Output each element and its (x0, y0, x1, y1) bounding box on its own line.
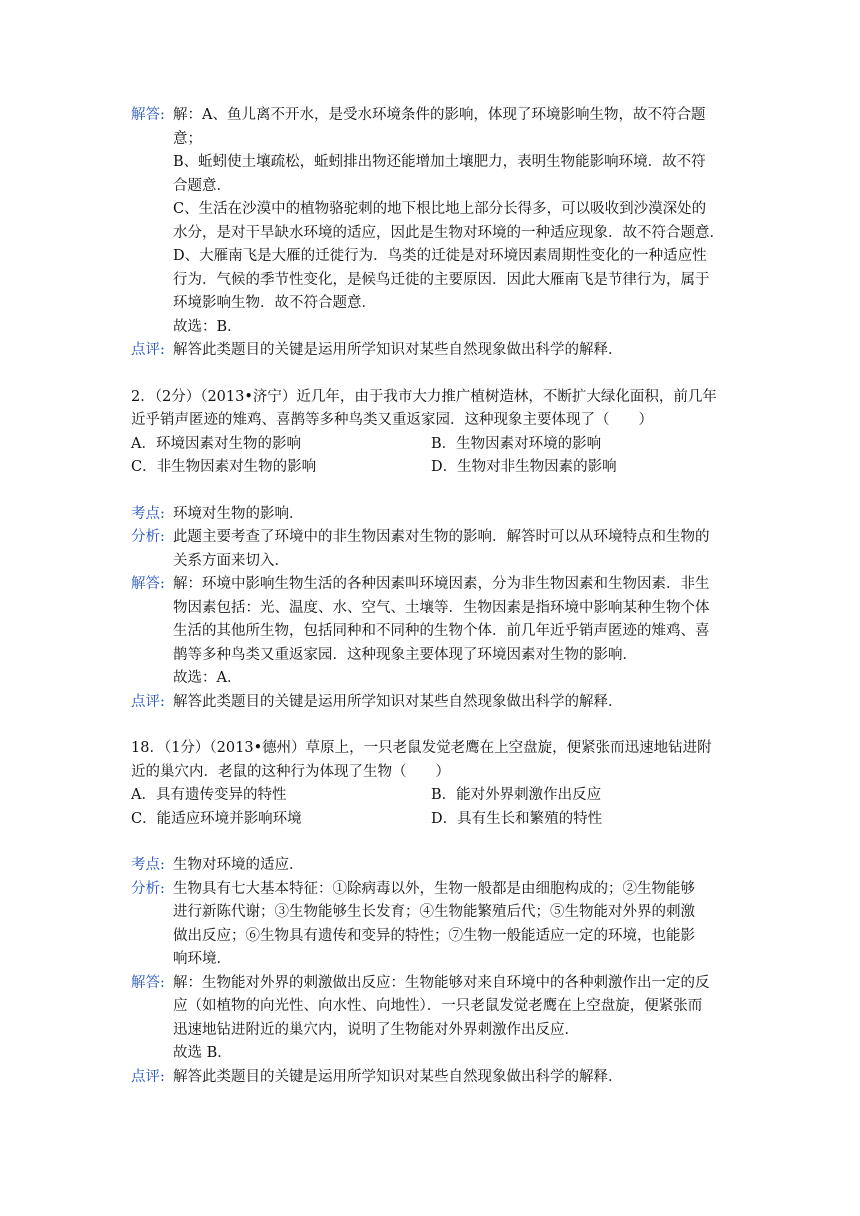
option-d: D．生物对非生物因素的影响 (431, 459, 617, 475)
options-grid (131, 433, 731, 480)
option-b: B．能对外界刺激作出反应 (431, 787, 602, 803)
option-a: A．环境因素对生物的影响 (131, 435, 301, 452)
knowledge-point-section (131, 854, 731, 878)
analysis-line: 做出反应；⑥生物具有遗传和变异的特性；⑦生物一般能适应一定的环境，也能影 (173, 927, 695, 944)
answer-body (173, 104, 731, 339)
analysis-body (173, 878, 731, 972)
answer-line: 行为．气候的季节性变化，是候鸟迁徙的主要原因．因此大雁南飞是节律行为，属于 (173, 271, 710, 288)
comment-section (131, 339, 731, 363)
document-page (131, 104, 731, 1089)
question-stem-line: 2．（2分）（2013•济宁）近几年，由于我市大力推广植树造林，不断扩大绿化面积，前几年 (131, 388, 717, 405)
option-a: A．具有遗传变异的特性 (131, 787, 287, 803)
analysis-line: 此题主要考查了环境中的非生物因素对生物的影响．解答时可以从环境特点和生物的 (173, 529, 710, 545)
analysis-line: 响环境． (173, 951, 231, 967)
option-c: C．非生物因素对生物的影响 (131, 459, 317, 475)
answer-line: B、蚯蚓使土壤疏松，蚯蚓排出物还能增加土壤肥力，表明生物能影响环境．故不符 (173, 154, 706, 170)
comment-text: 解答此类题目的关键是运用所学知识对某些自然现象做出科学的解释． (173, 1068, 623, 1085)
comment-label: 点评: (131, 1068, 165, 1085)
knowledge-point-label: 考点: (131, 505, 165, 522)
option-b: B．生物因素对环境的影响 (431, 435, 602, 452)
options-grid (131, 784, 731, 831)
option-c: C．能适应环境并影响环境 (131, 810, 302, 827)
question-stem-line: 近乎销声匿迹的雉鸡、喜鹊等多种鸟类又重返家园．这种现象主要体现了（ ） (131, 412, 653, 428)
knowledge-point-text: 生物对环境的适应． (173, 857, 304, 873)
analysis-body (173, 526, 731, 573)
answer-line: 解：环境中影响生物生活的各种因素叫环境因素，分为非生物因素和生物因素．非生 (173, 576, 710, 592)
comment-label: 点评: (131, 342, 165, 358)
answer-line: D、大雁南飞是大雁的迁徙行为．鸟类的迁徙是对环境因素周期性变化的一种适应性 (173, 248, 707, 264)
question-2 (131, 386, 731, 480)
question-18 (131, 737, 731, 831)
answer-line: 物因素包括：光、温度、水、空气、土壤等．生物因素是指环境中影响某种生物个体 (173, 599, 710, 616)
answer-line: 生活的其他所生物，包括同种和不同种的生物个体．前几年近乎销声匿迹的雉鸡、喜 (173, 623, 710, 639)
answer-section (131, 104, 731, 339)
answer-line: 合题意． (173, 177, 231, 194)
knowledge-point-section (131, 503, 731, 527)
comment-text: 解答此类题目的关键是运用所学知识对某些自然现象做出科学的解释． (173, 342, 623, 358)
answer-line: 意； (173, 130, 202, 147)
answer-label: 解答: (131, 974, 165, 991)
knowledge-point-text: 环境对生物的影响． (173, 505, 304, 522)
answer-body (173, 972, 731, 1066)
answer-line: 迅速地钻进附近的巢穴内，说明了生物能对外界刺激作出反应． (173, 1021, 579, 1038)
comment-section (131, 1066, 731, 1090)
analysis-line: 进行新陈代谢；③生物能够生长发育；④生物能繁殖后代；⑤生物能对外界的刺激 (173, 904, 695, 920)
comment-section (131, 691, 731, 715)
answer-line: 应（如植物的向光性、向水性、向地性）．一只老鼠发觉老鹰在上空盘旋，便紧张而 (173, 998, 703, 1014)
analysis-label: 分析: (131, 529, 165, 545)
comment-label: 点评: (131, 693, 165, 710)
answer-choice-line: 故选：A． (173, 670, 242, 686)
analysis-line: 生物具有七大基本特征：①除病毒以外，生物一般都是由细胞构成的；②生物能够 (173, 880, 695, 897)
answer-line: 环境影响生物．故不符合题意． (173, 295, 376, 311)
answer-line: 水分，是对干旱缺水环境的适应，因此是生物对环境的一种适应现象．故不符合题意． (173, 224, 724, 241)
answer-section (131, 573, 731, 691)
answer-line: C、生活在沙漠中的植物骆驼刺的地下根比地上部分长得多，可以吸收到沙漠深处的 (173, 201, 707, 217)
answer-choice-line: 故选：B． (173, 318, 242, 335)
knowledge-point-label: 考点: (131, 857, 165, 873)
answer-section (131, 972, 731, 1066)
analysis-line: 关系方面来切入． (173, 552, 289, 569)
question-stem-line: 18．（1分）（2013•德州）草原上，一只老鼠发觉老鹰在上空盘旋，便紧张而迅速地钻进附 (131, 740, 712, 756)
analysis-section (131, 878, 731, 972)
answer-choice-line: 故选 B． (173, 1045, 232, 1061)
answer-label: 解答: (131, 107, 165, 123)
analysis-section (131, 526, 731, 573)
answer-line: 解：生物能对外界的刺激做出反应：生物能够对来自环境中的各种刺激作出一定的反 (173, 974, 710, 991)
question-stem-line: 近的巢穴内．老鼠的这种行为体现了生物（ ） (131, 763, 450, 780)
answer-line: 鹊等多种鸟类又重返家园．这种现象主要体现了环境因素对生物的影响． (173, 646, 637, 663)
answer-body (173, 573, 731, 691)
analysis-label: 分析: (131, 880, 165, 897)
option-d: D．具有生长和繁殖的特性 (431, 810, 603, 827)
answer-label: 解答: (131, 576, 165, 592)
answer-line: 解：A、鱼儿离不开水，是受水环境条件的影响，体现了环境影响生物，故不符合题 (173, 107, 706, 123)
comment-text: 解答此类题目的关键是运用所学知识对某些自然现象做出科学的解释． (173, 693, 623, 710)
